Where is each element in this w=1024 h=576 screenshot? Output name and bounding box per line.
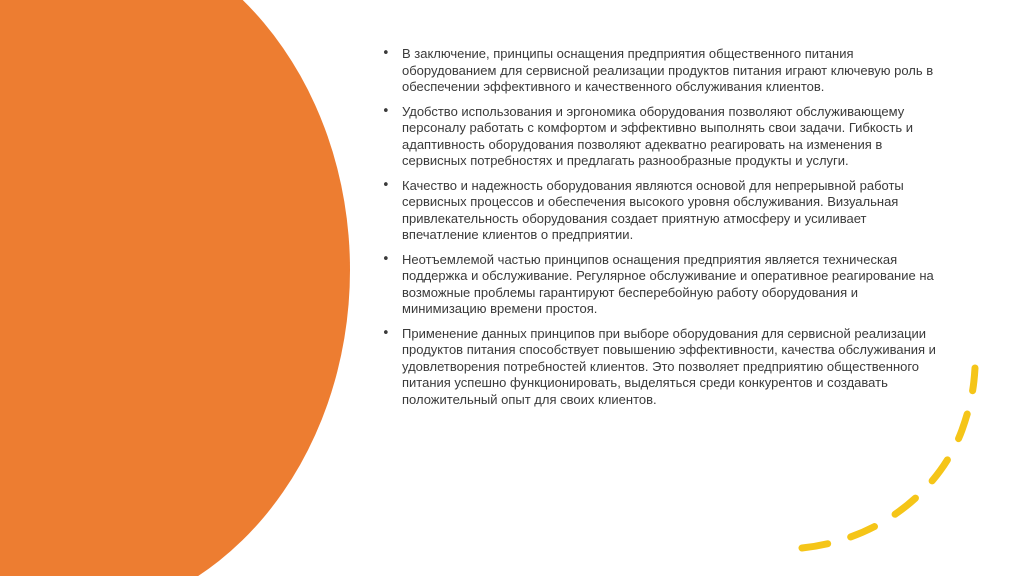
bullet-text: Качество и надежность оборудования являются основой для непрерывной работы сервисных процессов и обеспечения высокого уровня обслуживания. Визуальная привлекательность оборудования создает приятную атмосферу и усиливает впечатление клиентов о предприятии. xyxy=(402,177,904,242)
bullet-text: Неотъемлемой частью принципов оснащения предприятия является техническая поддержка и обслуживание. Регулярное обслуживание и оперативное реагирование на возможные проблемы гарантируют бесперебойную работу оборудования и минимизацию времени простоя. xyxy=(402,251,934,316)
bullet-text: Удобство использования и эргономика оборудования позволяют обслуживающему персоналу работать с комфортом и эффективно выполнять свои задачи. Гибкость и адаптивность оборудования позволяют адекватно реагировать на изменения в сервисных потребностях и предлагать разнообразные продукты и услуги. xyxy=(402,103,913,168)
bullet-marker: • xyxy=(382,177,390,193)
bullet-text: В заключение, принципы оснащения предприятия общественного питания оборудованием для сервисной реализации продуктов питания играют ключевую роль в обеспечении эффективного и качественного обслуживания клиентов. xyxy=(402,46,934,94)
content-area xyxy=(380,46,940,416)
orange-circle-decoration xyxy=(0,0,350,576)
bullet-text: Применение данных принципов при выборе оборудования для сервисной реализации продуктов питания способствует повышению эффективности, качества обслуживания и удовлетворения потребностей клиентов. Это позволяет предприятию общественного питания успешно функционировать, выделяться среди конкурентов и создавать положительный опыт для своих клиентов. xyxy=(402,325,936,407)
bullet-marker: • xyxy=(382,251,390,267)
bullet-item xyxy=(380,104,940,170)
bullet-item xyxy=(380,326,940,409)
bullet-item xyxy=(380,252,940,318)
bullet-marker: • xyxy=(382,46,390,61)
bullet-item xyxy=(380,178,940,244)
bullet-list xyxy=(380,46,940,408)
bullet-marker: • xyxy=(382,103,390,119)
bullet-marker: • xyxy=(382,325,390,341)
bullet-item xyxy=(380,46,940,96)
